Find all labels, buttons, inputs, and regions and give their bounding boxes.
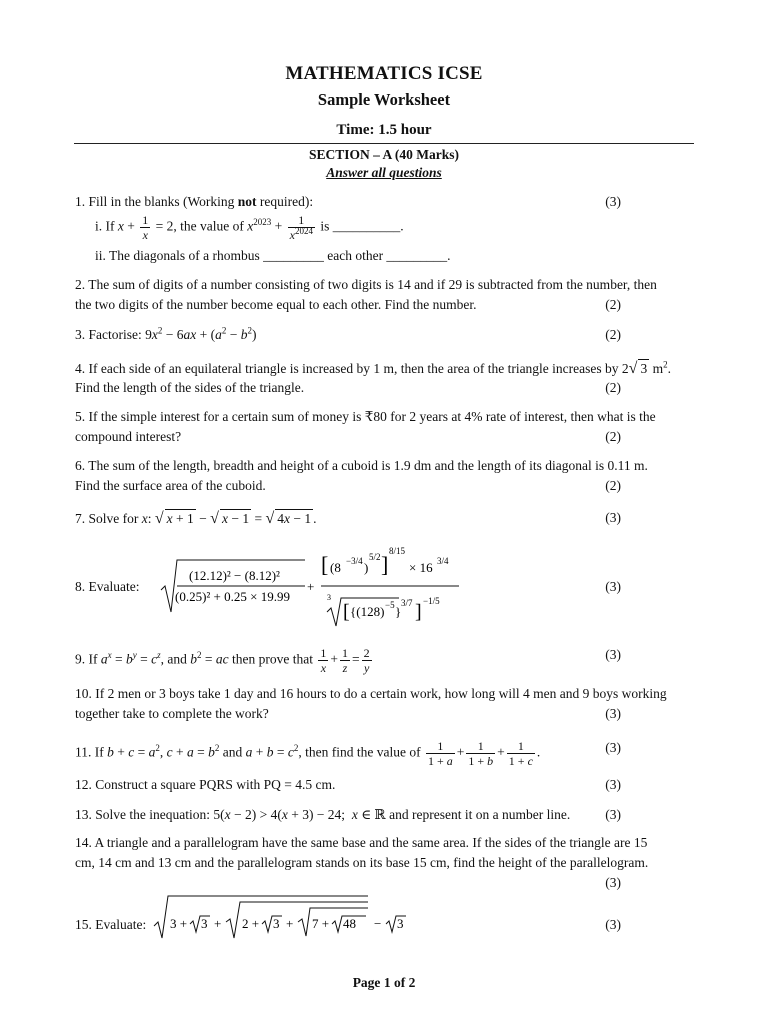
marks-q11: (3) [605, 740, 621, 755]
svg-text:(0.25)² + 0.25 × 19.99: (0.25)² + 0.25 × 19.99 [175, 589, 290, 604]
svg-text:3: 3 [201, 916, 208, 931]
question-8-expression [155, 540, 475, 630]
marks-q7: (3) [605, 510, 621, 525]
svg-text:+: + [214, 916, 222, 931]
marks-q1: (3) [605, 194, 621, 209]
marks-q13: (3) [605, 807, 621, 822]
svg-text:48: 48 [343, 916, 356, 931]
svg-text:3/7: 3/7 [401, 598, 413, 608]
marks-q8: (3) [605, 579, 621, 594]
question-14-line-1: 14. A triangle and a parallelogram have the same base and the same area. If the sides of the triangle are 15 [75, 835, 648, 850]
question-15-label: 15. Evaluate: (3) [75, 917, 621, 932]
question-14-line-2: cm, 14 cm and 13 cm and the parallelogram stands on its base 15 cm, find the height of the parallelogram. [75, 855, 649, 870]
marks-q14: (3) [605, 875, 621, 890]
question-8-label: 8. Evaluate: (3) [75, 579, 621, 594]
svg-text:3: 3 [397, 916, 404, 931]
svg-text:]: ] [415, 601, 422, 623]
page-indicator: Page 1 of 2 [352, 975, 416, 990]
question-5-line-2: compound interest? (2) [75, 429, 621, 444]
svg-text:+: + [307, 579, 315, 594]
question-13: 13. Solve the inequation: 5(x − 2) > 4(x + 3) − 24; x ∈ ℝ and represent it on a number line. (3) [75, 807, 621, 822]
marks-q6: (2) [605, 478, 621, 493]
marks-q4: (2) [605, 380, 621, 395]
worksheet-subtitle: Sample Worksheet [317, 90, 451, 109]
svg-text:−1/5: −1/5 [423, 596, 440, 606]
svg-text:5/2: 5/2 [369, 552, 381, 562]
question-6-line-2: Find the surface area of the cuboid. (2) [75, 478, 621, 493]
svg-text:{(128): {(128) [350, 604, 385, 619]
header-divider [74, 143, 694, 144]
svg-text:8/15: 8/15 [389, 546, 406, 556]
svg-text:3/4: 3/4 [437, 556, 449, 566]
svg-text:): ) [364, 560, 369, 575]
question-4-line-2: Find the length of the sides of the triangle. (2) [75, 380, 621, 395]
worksheet-title: MATHEMATICS ICSE [285, 63, 483, 84]
question-10-line-1: 10. If 2 men or 3 boys take 1 day and 16 hours to do a certain work, how long will 4 men and 9 boys working [75, 686, 667, 701]
question-1: 1. Fill in the blanks (Working not required): (3) [75, 194, 621, 209]
question-11: 11. If $b + c = a^2$, $c + a = b^2$ and $a + b = c^2$, then find the value of $\frac{1}{1 + a}$ + $\frac{1}{1 + b}$ + $\frac{1}{1 + c}$ . (3) [75, 739, 621, 768]
question-12: 12. Construct a square PQRS with PQ = 4.5 cm. (3) [75, 777, 621, 792]
marks-q3: (2) [605, 327, 621, 342]
question-10-line-2: together take to complete the work? (3) [75, 706, 621, 721]
question-2-line-1: 2. The sum of digits of a number consisting of two digits is 14 and if 29 is subtracted from the number, then [75, 277, 657, 292]
marks-q12: (3) [605, 777, 621, 792]
question-1-part-ii: ii. The diagonals of a rhombus _________ each other _________. [95, 248, 451, 263]
question-6-line-1: 6. The sum of the length, breadth and height of a cuboid is 1.9 dm and the length of its diagonal is 0.11 m. [75, 458, 648, 473]
svg-text:(8: (8 [330, 560, 341, 575]
svg-text:3: 3 [327, 593, 331, 602]
marks-q5: (2) [605, 429, 621, 444]
svg-text:[: [ [321, 552, 329, 577]
svg-text:−3/4: −3/4 [346, 556, 363, 566]
question-5-line-1: 5. If the simple interest for a certain sum of money is ₹80 for 2 years at 4% rate of interest, then what is the [75, 409, 656, 424]
question-2-line-2: the two digits of the number become equal to each other. Find the number. (2) [75, 297, 621, 312]
marks-q10: (3) [605, 706, 621, 721]
section-instruction: Answer all questions [326, 165, 442, 180]
marks-q9: (3) [605, 647, 621, 662]
svg-text:2 +: 2 + [242, 916, 260, 931]
question-3: 3. Factorise: $9x^2 - 6ax + (a^2 - b^2)$ (2) [75, 325, 621, 342]
question-4-line-1: 4. If each side of an equilateral triangle is increased by 1 m, then the area of the triangle increases by 2√ 3 $m^2$. [75, 359, 671, 377]
question-7: 7. Solve for x: √ x + 1 − √ x − 1 = √ 4x − 1 . (3) [75, 510, 621, 527]
svg-text:]: ] [381, 552, 389, 577]
question-1-part-i: i. If x + $\frac{1}{x}$ = 2, the value of $x^{2023}$ + $\frac{1}{x^{2024}}$ is __________. [95, 213, 404, 242]
svg-text:}: } [395, 604, 402, 619]
svg-text:3: 3 [273, 916, 280, 931]
svg-text:−5: −5 [385, 600, 395, 610]
section-heading: SECTION – A (40 Marks) [308, 147, 460, 162]
question-15-expression [152, 892, 412, 942]
marks-q2: (2) [605, 297, 621, 312]
question-9: 9. If $a^x = b^y = c^z$, and $b^2$ = ac then prove that $\frac{1}{x}$ + $\frac{1}{z}$ = $\frac{2}{y}$ (3) [75, 646, 621, 675]
svg-text:× 16: × 16 [409, 560, 433, 575]
time-limit: Time: 1.5 hour [336, 122, 432, 138]
svg-text:3 +: 3 + [170, 916, 188, 931]
svg-text:+: + [286, 916, 294, 931]
svg-text:−: − [374, 916, 382, 931]
marks-q15: (3) [605, 917, 621, 932]
svg-text:(12.12)² − (8.12)²: (12.12)² − (8.12)² [189, 568, 280, 583]
svg-text:7 +: 7 + [312, 916, 330, 931]
svg-text:[: [ [343, 601, 350, 623]
